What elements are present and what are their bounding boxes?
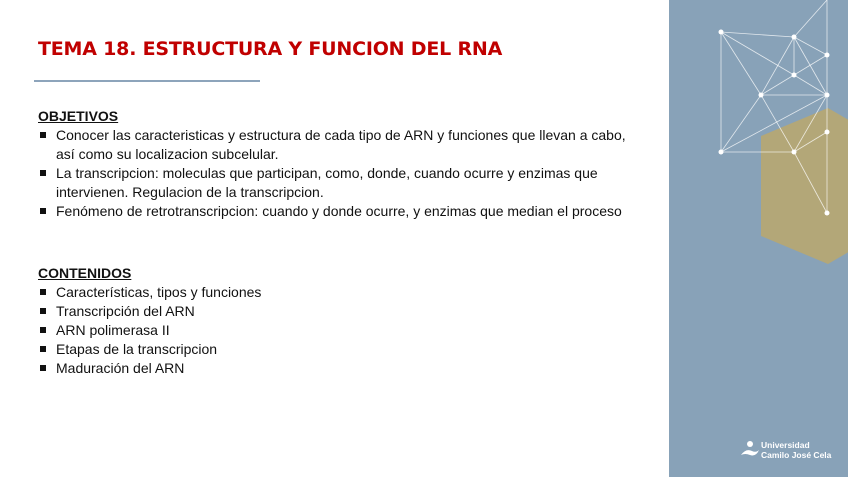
bullet-square-icon: [40, 208, 46, 214]
university-logo-icon: [740, 440, 760, 460]
objetivos-list: [38, 126, 628, 221]
university-logo: [740, 440, 832, 462]
university-name: [761, 440, 831, 460]
list-item: La transcripcion: moleculas que participan, como, donde, cuando ocurre y enzimas que intervienen. Regulacion de la transcripcion.: [38, 164, 628, 202]
list-item: Fenómeno de retrotranscripcion: cuando y donde ocurre, y enzimas que median el proceso: [38, 202, 628, 221]
decorative-sidebar: [669, 0, 848, 477]
hexagon-shape: [761, 108, 848, 264]
list-item: Etapas de la transcripcion: [38, 340, 438, 359]
bullet-square-icon: [40, 132, 46, 138]
bullet-square-icon: [40, 170, 46, 176]
bullet-square-icon: [40, 327, 46, 333]
list-item: Maduración del ARN: [38, 359, 438, 378]
contenidos-heading: CONTENIDOS: [38, 265, 132, 281]
list-item: Transcripción del ARN: [38, 302, 438, 321]
bullet-square-icon: [40, 289, 46, 295]
title-underline: [34, 80, 260, 82]
objetivos-heading: OBJETIVOS: [38, 108, 119, 124]
bullet-square-icon: [40, 346, 46, 352]
bullet-square-icon: [40, 308, 46, 314]
list-item: Características, tipos y funciones: [38, 283, 438, 302]
university-name-line2: Camilo José Cela: [761, 450, 832, 460]
list-item: ARN polimerasa II: [38, 321, 438, 340]
contenidos-list: [38, 283, 438, 378]
university-name-line1: Universidad: [761, 440, 810, 450]
list-item: Conocer las caracteristicas y estructura de cada tipo de ARN y funciones que llevan a cabo, así como su localizacion subcelular.: [38, 126, 628, 164]
network-graphic: [669, 0, 848, 477]
bullet-square-icon: [40, 365, 46, 371]
slide-title: TEMA 18. ESTRUCTURA Y FUNCION DEL RNA: [38, 38, 503, 60]
